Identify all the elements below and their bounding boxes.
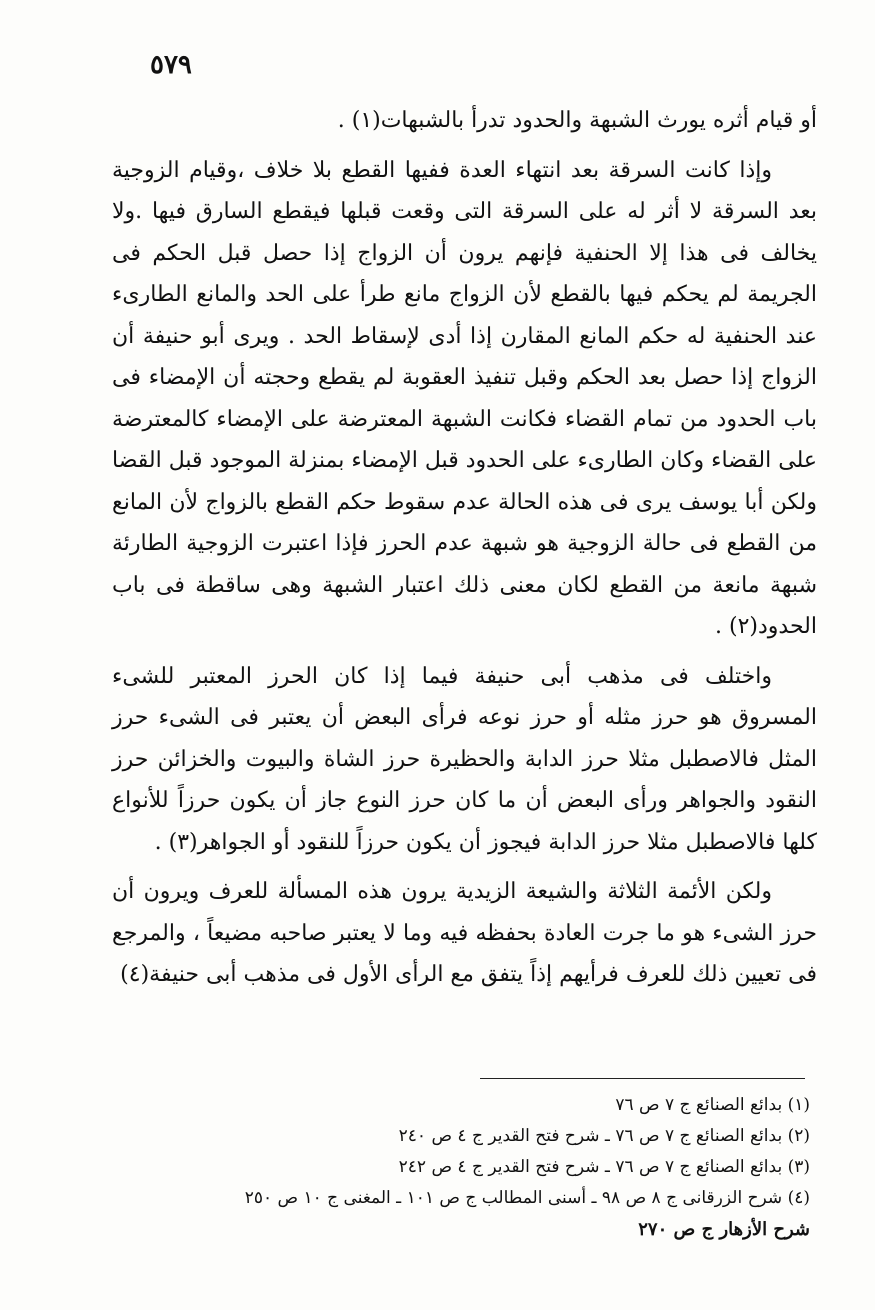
footnote-1: (١) بدائع الصنائع ج ٧ ص ٧٦ — [615, 1095, 810, 1115]
page-number: ٥٧٩ — [150, 50, 192, 80]
footnotes — [140, 1090, 810, 1245]
paragraph-2: وإذا كانت السرقة بعد انتهاء العدة ففيها القطع بلا خلاف ،وقيام الزوجية بعد السرقة لا أثر له على السرقة التى وقعت قبلها فيقطع السارق فيها .ولا يخالف فى هذا إلا الحنفية فإنهم يرون أن الزواج إذا حصل قبل الحكم فى الجريمة لم يحكم فيها بالقطع لأن الزواج مانع طرأ على الحد والمانع الطارىء عند الحنفية له حكم المانع المقارن إذا أدى لإسقاط الحد . ويرى أبو حنيفة أن الزواج إذا حصل بعد الحكم وقبل تنفيذ العقوبة لم يقطع وحجته أن الإمضاء فى باب الحدود من تمام القضاء فكانت الشبهة المعترضة على الإمضاء كالمعترضة على القضاء وكان الطارىء على الحدود قبل الإمضاء بمنزلة الموجود قبل القضا ولكن أبا يوسف يرى فى هذه الحالة عدم سقوط حكم القطع بالزواج لأن المانع من القطع فى حالة الزوجية هو شبهة عدم الحرز فإذا اعتبرت الزوجية الطارئة شبهة مانعة من القطع لكان معنى ذلك اعتبار الشبهة وهى ساقطة فى باب الحدود(٢) . — [112, 157, 818, 639]
footnote-4: (٤) شرح الزرقانى ج ٨ ص ٩٨ ـ أسنى المطالب ج ص ١٠١ ـ المغنى ج ١٠ ص ٢٥٠ — [244, 1188, 810, 1208]
paragraph-3: واختلف فى مذهب أبى حنيفة فيما إذا كان الحرز المعتبر للشىء المسروق هو حرز مثله أو حرز نوعه فرأى البعض أن يعتبر فى الشىء حرز المثل فالاصطبل مثلا حرز الدابة والحظيرة حرز الشاة والبيوت والخزائن حرز النقود والجواهر ورأى البعض أن ما كان حرز النوع جاز أن يكون حرزاً للأنواع كلها فالاصطبل مثلا حرز الدابة فيجوز أن يكون حرزاً للنقود أو الجواهر(٣) . — [112, 663, 817, 855]
footnote-4-continuation: شرح الأزهار ج ص ٢٧٠ — [638, 1219, 810, 1240]
main-text — [112, 100, 817, 1004]
footnote-3: (٣) بدائع الصنائع ج ٧ ص ٧٦ ـ شرح فتح القدير ج ٤ ص ٢٤٢ — [398, 1157, 810, 1177]
footnote-2: (٢) بدائع الصنائع ج ٧ ص ٧٦ ـ شرح فتح القدير ج ٤ ص ٢٤٠ — [398, 1126, 810, 1146]
paragraph-4: ولكن الأئمة الثلاثة والشيعة الزيدية يرون هذه المسألة للعرف ويرون أن حرز الشىء هو ما جرت العادة بحفظه فيه وما لا يعتبر صاحبه مضيعاً ، والمرجع فى تعيين ذلك للعرف فرأيهم إذاً يتفق مع الرأى الأول فى مذهب أبى حنيفة(٤) — [112, 879, 817, 987]
paragraph-1: أو قيام أثره يورث الشبهة والحدود تدرأ بالشبهات(١) . — [337, 108, 817, 133]
footnote-divider — [480, 1078, 805, 1079]
